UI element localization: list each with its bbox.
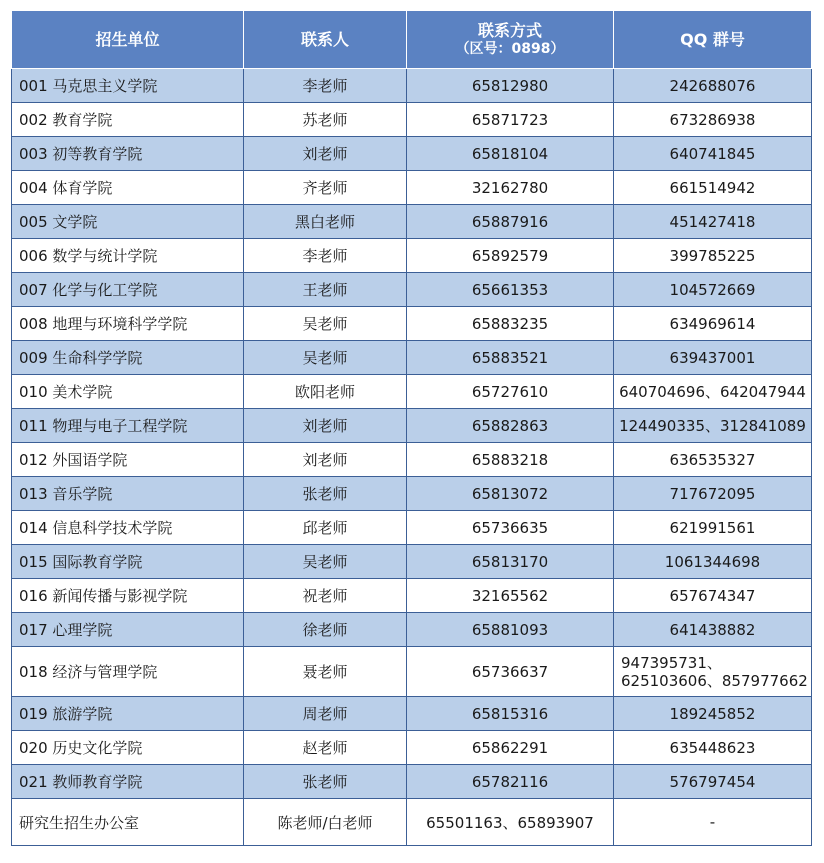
table-row bbox=[12, 443, 812, 477]
unit-cell: 009 生命科学学院 bbox=[12, 341, 244, 375]
phone-cell: 32162780 bbox=[407, 171, 614, 205]
table-row bbox=[12, 273, 812, 307]
qq-cell: 717672095 bbox=[614, 477, 812, 511]
unit-cell: 020 历史文化学院 bbox=[12, 731, 244, 765]
contact-cell: 苏老师 bbox=[244, 103, 407, 137]
unit-cell: 研究生招生办公室 bbox=[12, 799, 244, 846]
qq-cell: 576797454 bbox=[614, 765, 812, 799]
phone-cell: 65883521 bbox=[407, 341, 614, 375]
unit-cell: 015 国际教育学院 bbox=[12, 545, 244, 579]
unit-cell: 001 马克思主义学院 bbox=[12, 69, 244, 103]
table-row bbox=[12, 103, 812, 137]
qq-cell: 242688076 bbox=[614, 69, 812, 103]
table-row bbox=[12, 765, 812, 799]
qq-cell: 634969614 bbox=[614, 307, 812, 341]
contact-cell: 李老师 bbox=[244, 239, 407, 273]
phone-cell: 65727610 bbox=[407, 375, 614, 409]
qq-cell: 673286938 bbox=[614, 103, 812, 137]
phone-cell: 65818104 bbox=[407, 137, 614, 171]
unit-cell: 017 心理学院 bbox=[12, 613, 244, 647]
unit-cell: 021 教师教育学院 bbox=[12, 765, 244, 799]
contact-cell: 聂老师 bbox=[244, 647, 407, 697]
phone-cell: 65501163、65893907 bbox=[407, 799, 614, 846]
contact-cell: 黑白老师 bbox=[244, 205, 407, 239]
unit-cell: 012 外国语学院 bbox=[12, 443, 244, 477]
contact-table-container bbox=[11, 10, 811, 846]
qq-cell: 635448623 bbox=[614, 731, 812, 765]
contact-cell: 刘老师 bbox=[244, 443, 407, 477]
contact-cell: 齐老师 bbox=[244, 171, 407, 205]
unit-cell: 013 音乐学院 bbox=[12, 477, 244, 511]
unit-cell: 003 初等教育学院 bbox=[12, 137, 244, 171]
phone-cell: 65813072 bbox=[407, 477, 614, 511]
contact-cell: 徐老师 bbox=[244, 613, 407, 647]
unit-cell: 006 数学与统计学院 bbox=[12, 239, 244, 273]
table-row bbox=[12, 137, 812, 171]
qq-cell: 640704696、642047944 bbox=[614, 375, 812, 409]
unit-cell: 011 物理与电子工程学院 bbox=[12, 409, 244, 443]
contact-cell: 吴老师 bbox=[244, 307, 407, 341]
qq-cell: 399785225 bbox=[614, 239, 812, 273]
qq-cell: 621991561 bbox=[614, 511, 812, 545]
qq-cell: 1061344698 bbox=[614, 545, 812, 579]
table-row bbox=[12, 799, 812, 846]
phone-cell: 65862291 bbox=[407, 731, 614, 765]
phone-cell: 65782116 bbox=[407, 765, 614, 799]
contact-table bbox=[11, 10, 812, 846]
unit-cell: 019 旅游学院 bbox=[12, 697, 244, 731]
unit-cell: 004 体育学院 bbox=[12, 171, 244, 205]
unit-cell: 010 美术学院 bbox=[12, 375, 244, 409]
table-row bbox=[12, 511, 812, 545]
phone-cell: 65815316 bbox=[407, 697, 614, 731]
qq-cell: 641438882 bbox=[614, 613, 812, 647]
phone-cell: 65736635 bbox=[407, 511, 614, 545]
qq-cell: 451427418 bbox=[614, 205, 812, 239]
phone-cell: 65813170 bbox=[407, 545, 614, 579]
contact-cell: 李老师 bbox=[244, 69, 407, 103]
unit-cell: 014 信息科学技术学院 bbox=[12, 511, 244, 545]
qq-cell: 640741845 bbox=[614, 137, 812, 171]
phone-cell: 65881093 bbox=[407, 613, 614, 647]
table-row bbox=[12, 477, 812, 511]
qq-cell: 661514942 bbox=[614, 171, 812, 205]
qq-cell: - bbox=[614, 799, 812, 846]
header-unit: 招生单位 bbox=[12, 11, 244, 69]
header-phone bbox=[407, 11, 614, 69]
phone-cell: 65892579 bbox=[407, 239, 614, 273]
contact-cell: 邱老师 bbox=[244, 511, 407, 545]
table-header-row bbox=[12, 11, 812, 69]
qq-cell: 124490335、312841089 bbox=[614, 409, 812, 443]
header-contact: 联系人 bbox=[244, 11, 407, 69]
table-row bbox=[12, 205, 812, 239]
table-row bbox=[12, 545, 812, 579]
table-row bbox=[12, 341, 812, 375]
table-row bbox=[12, 697, 812, 731]
phone-cell: 32165562 bbox=[407, 579, 614, 613]
qq-cell: 947395731、625103606、857977662 bbox=[614, 647, 812, 697]
contact-cell: 张老师 bbox=[244, 765, 407, 799]
contact-cell: 王老师 bbox=[244, 273, 407, 307]
qq-cell: 104572669 bbox=[614, 273, 812, 307]
phone-cell: 65887916 bbox=[407, 205, 614, 239]
table-row bbox=[12, 239, 812, 273]
contact-cell: 周老师 bbox=[244, 697, 407, 731]
table-row bbox=[12, 307, 812, 341]
contact-cell: 欧阳老师 bbox=[244, 375, 407, 409]
phone-cell: 65883218 bbox=[407, 443, 614, 477]
phone-cell: 65812980 bbox=[407, 69, 614, 103]
unit-cell: 018 经济与管理学院 bbox=[12, 647, 244, 697]
unit-cell: 008 地理与环境科学学院 bbox=[12, 307, 244, 341]
contact-cell: 吴老师 bbox=[244, 545, 407, 579]
contact-cell: 祝老师 bbox=[244, 579, 407, 613]
phone-cell: 65882863 bbox=[407, 409, 614, 443]
contact-cell: 赵老师 bbox=[244, 731, 407, 765]
qq-cell: 657674347 bbox=[614, 579, 812, 613]
unit-cell: 016 新闻传播与影视学院 bbox=[12, 579, 244, 613]
header-phone-area-code: （区号：0898） bbox=[455, 40, 565, 57]
table-row bbox=[12, 579, 812, 613]
phone-cell: 65661353 bbox=[407, 273, 614, 307]
unit-cell: 002 教育学院 bbox=[12, 103, 244, 137]
phone-cell: 65871723 bbox=[407, 103, 614, 137]
contact-cell: 陈老师/白老师 bbox=[244, 799, 407, 846]
table-row bbox=[12, 69, 812, 103]
phone-cell: 65736637 bbox=[407, 647, 614, 697]
contact-cell: 吴老师 bbox=[244, 341, 407, 375]
table-row bbox=[12, 375, 812, 409]
qq-cell: 189245852 bbox=[614, 697, 812, 731]
table-row bbox=[12, 613, 812, 647]
header-phone-label: 联系方式 bbox=[477, 20, 542, 40]
table-row bbox=[12, 647, 812, 697]
header-qq: QQ 群号 bbox=[614, 11, 812, 69]
contact-cell: 刘老师 bbox=[244, 409, 407, 443]
qq-cell: 639437001 bbox=[614, 341, 812, 375]
phone-cell: 65883235 bbox=[407, 307, 614, 341]
unit-cell: 005 文学院 bbox=[12, 205, 244, 239]
unit-cell: 007 化学与化工学院 bbox=[12, 273, 244, 307]
table-row bbox=[12, 731, 812, 765]
contact-cell: 刘老师 bbox=[244, 137, 407, 171]
table-row bbox=[12, 171, 812, 205]
qq-cell: 636535327 bbox=[614, 443, 812, 477]
table-row bbox=[12, 409, 812, 443]
contact-cell: 张老师 bbox=[244, 477, 407, 511]
